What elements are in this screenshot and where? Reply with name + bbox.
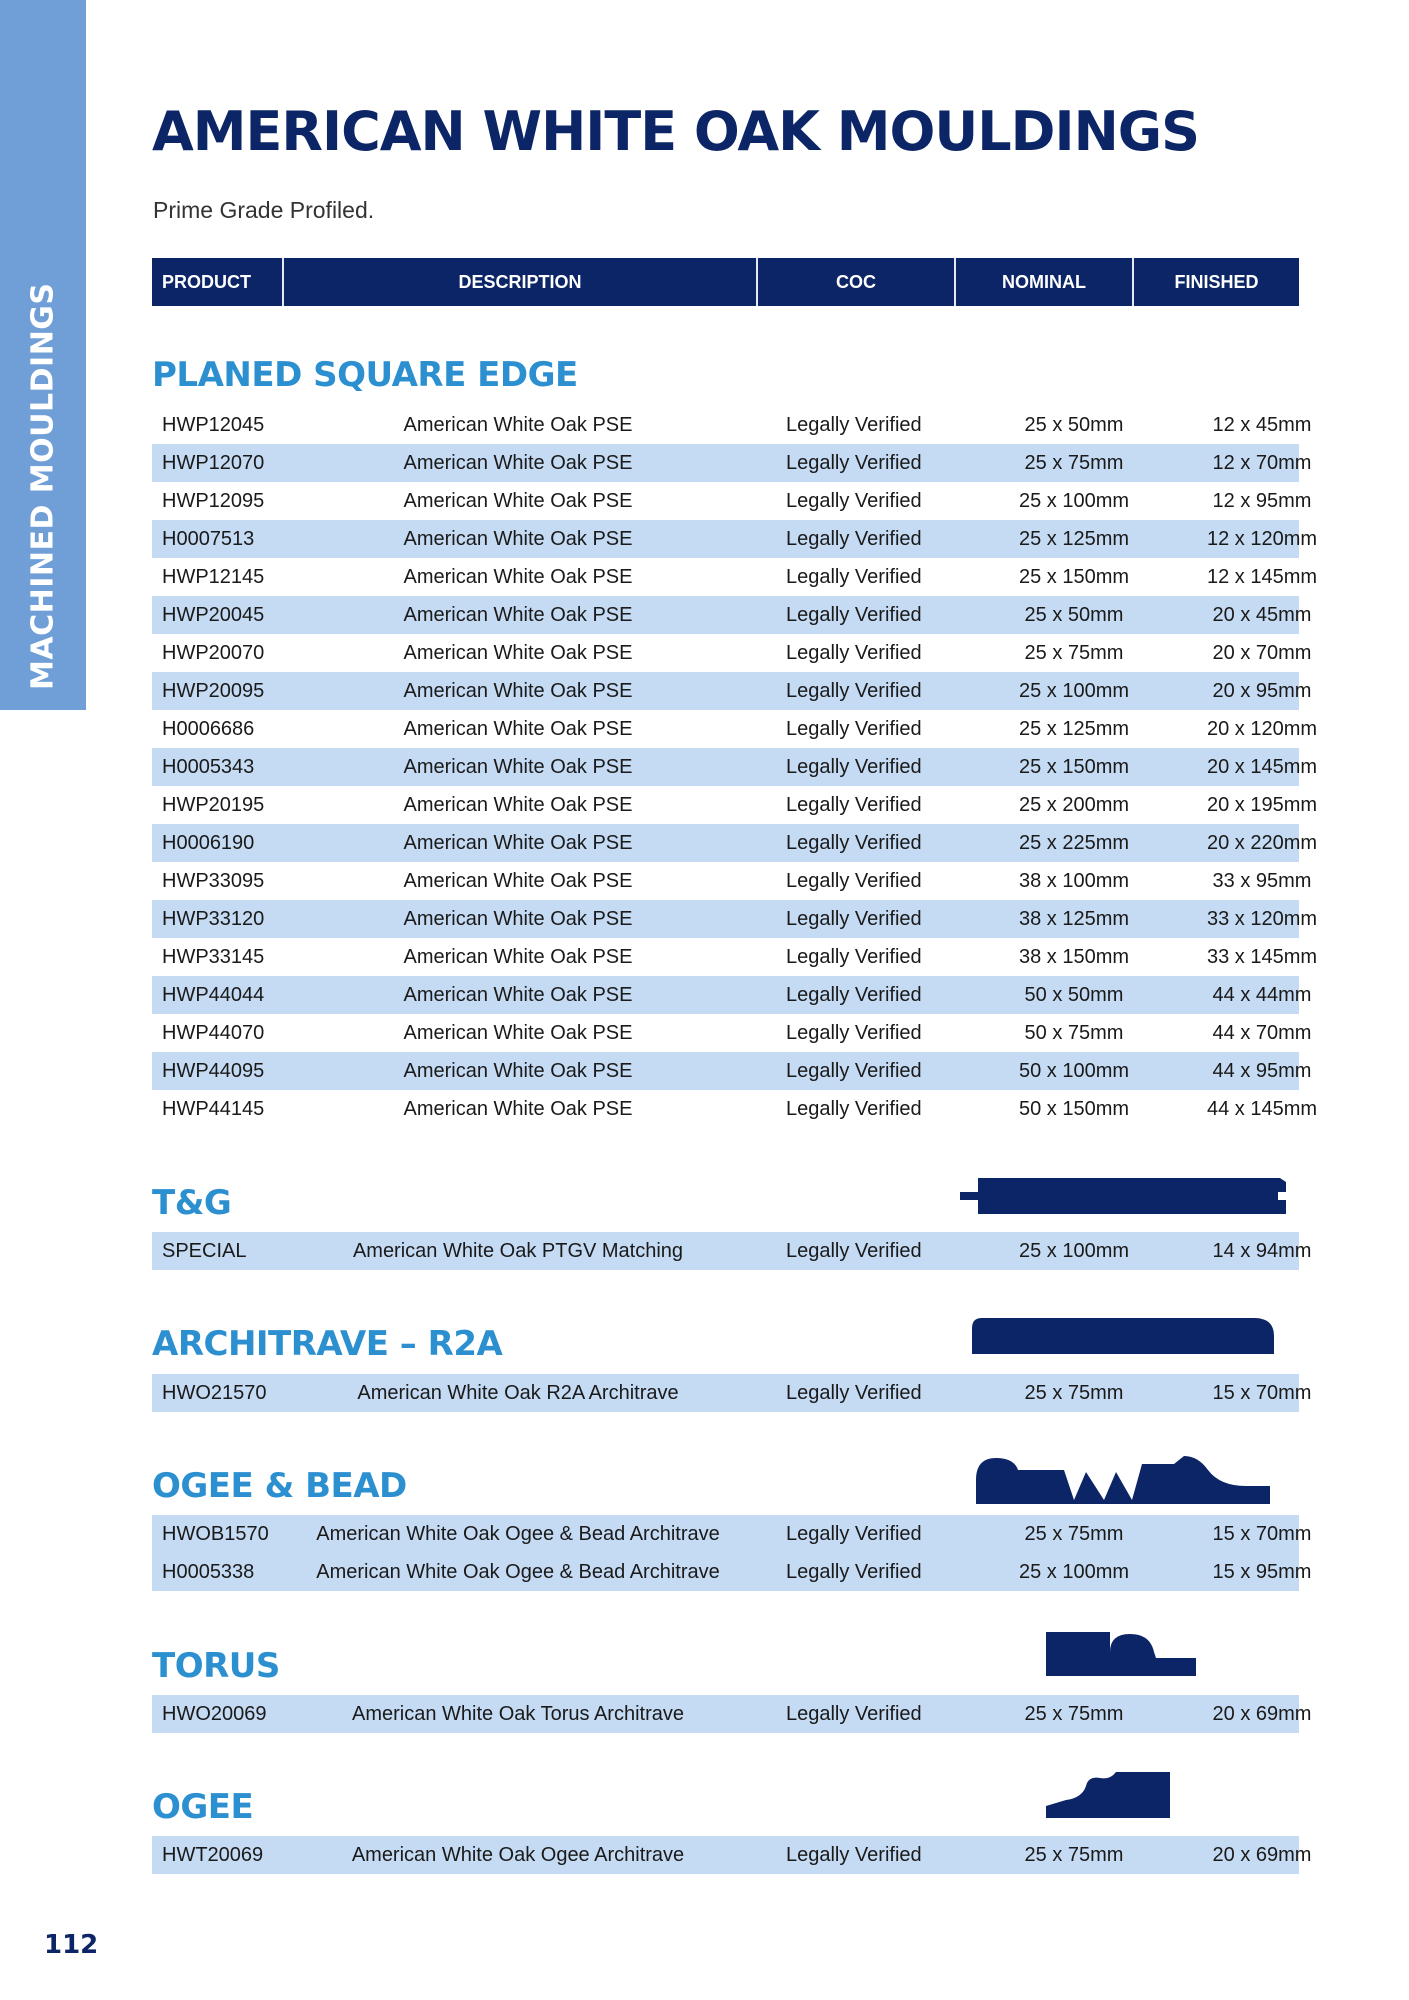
coc-status: Legally Verified bbox=[786, 528, 922, 550]
table-row bbox=[152, 1374, 1312, 1412]
coc-status: Legally Verified bbox=[786, 1844, 922, 1866]
nominal-size: 25 x 150mm bbox=[1018, 756, 1130, 778]
coc-status: Legally Verified bbox=[786, 984, 922, 1006]
coc-status: Legally Verified bbox=[786, 642, 922, 664]
section-rows bbox=[152, 1374, 1312, 1412]
product-description: American White Oak R2A Architrave bbox=[357, 1382, 679, 1404]
product-code: HWP44044 bbox=[162, 984, 265, 1006]
table-row bbox=[152, 672, 1312, 710]
table-header bbox=[152, 258, 1299, 306]
finished-size: 12 x 95mm bbox=[1212, 490, 1312, 512]
product-description: American White Oak PSE bbox=[403, 642, 633, 664]
product-code: H0006190 bbox=[162, 832, 255, 854]
coc-status: Legally Verified bbox=[786, 870, 922, 892]
product-code: HWP12145 bbox=[162, 566, 265, 588]
coc-status: Legally Verified bbox=[786, 1703, 922, 1725]
table-row bbox=[152, 444, 1312, 482]
table-row bbox=[152, 1014, 1312, 1052]
section-title-planed-square-edge: PLANED SQUARE EDGE bbox=[152, 355, 578, 395]
coc-status: Legally Verified bbox=[786, 452, 922, 474]
product-code: HWP20070 bbox=[162, 642, 265, 664]
section-rows bbox=[152, 1515, 1312, 1591]
coc-status: Legally Verified bbox=[786, 414, 922, 436]
product-code: HWOB1570 bbox=[162, 1523, 269, 1545]
product-description: American White Oak Ogee & Bead Architrave bbox=[316, 1561, 720, 1583]
product-description: American White Oak PSE bbox=[403, 946, 633, 968]
finished-size: 15 x 70mm bbox=[1212, 1382, 1312, 1404]
table-row bbox=[152, 900, 1318, 938]
product-code: HWP12095 bbox=[162, 490, 265, 512]
coc-status: Legally Verified bbox=[786, 832, 922, 854]
side-tab bbox=[0, 0, 86, 710]
product-code: HWP44095 bbox=[162, 1060, 265, 1082]
table-row bbox=[152, 520, 1318, 558]
nominal-size: 25 x 125mm bbox=[1018, 718, 1130, 740]
column-header-coc: COC bbox=[836, 272, 876, 292]
product-code: HWP20095 bbox=[162, 680, 265, 702]
section-title-tg: T&G bbox=[152, 1183, 232, 1223]
finished-size: 14 x 94mm bbox=[1212, 1240, 1312, 1262]
ogee-bead-profile-icon bbox=[974, 1450, 1272, 1506]
nominal-size: 25 x 100mm bbox=[1018, 680, 1130, 702]
table-row bbox=[152, 710, 1318, 748]
product-code: HWO20069 bbox=[162, 1703, 267, 1725]
product-description: American White Oak PSE bbox=[403, 566, 633, 588]
product-code: HWP33095 bbox=[162, 870, 265, 892]
product-code: H0005343 bbox=[162, 756, 255, 778]
table-row bbox=[152, 406, 1312, 444]
section-rows bbox=[152, 1695, 1312, 1733]
tongue-and-groove-profile-icon bbox=[958, 1174, 1288, 1218]
page-number: 112 bbox=[44, 1930, 99, 1960]
product-code: HWO21570 bbox=[162, 1382, 267, 1404]
product-description: American White Oak PSE bbox=[403, 718, 633, 740]
nominal-size: 38 x 100mm bbox=[1018, 870, 1130, 892]
nominal-size: 25 x 75mm bbox=[1024, 1382, 1124, 1404]
coc-status: Legally Verified bbox=[786, 566, 922, 588]
product-description: American White Oak PSE bbox=[403, 794, 633, 816]
finished-size: 15 x 70mm bbox=[1212, 1523, 1312, 1545]
finished-size: 20 x 70mm bbox=[1212, 642, 1312, 664]
product-description: American White Oak PSE bbox=[403, 1098, 633, 1120]
nominal-size: 25 x 75mm bbox=[1024, 452, 1124, 474]
table-row bbox=[152, 1232, 1312, 1270]
product-code: H0007513 bbox=[162, 528, 255, 550]
table-row bbox=[152, 748, 1318, 786]
product-code: SPECIAL bbox=[162, 1240, 247, 1262]
coc-status: Legally Verified bbox=[786, 794, 922, 816]
section-rows bbox=[152, 1232, 1312, 1270]
torus-profile-icon bbox=[1044, 1630, 1200, 1678]
product-description: American White Oak PSE bbox=[403, 452, 633, 474]
product-description: American White Oak PSE bbox=[403, 1060, 633, 1082]
finished-size: 20 x 69mm bbox=[1212, 1703, 1312, 1725]
product-code: HWT20069 bbox=[162, 1844, 264, 1866]
nominal-size: 38 x 150mm bbox=[1018, 946, 1130, 968]
product-description: American White Oak PSE bbox=[403, 604, 633, 626]
nominal-size: 25 x 100mm bbox=[1018, 1561, 1130, 1583]
coc-status: Legally Verified bbox=[786, 908, 922, 930]
table-row bbox=[152, 1553, 1312, 1591]
nominal-size: 25 x 50mm bbox=[1024, 414, 1124, 436]
nominal-size: 50 x 75mm bbox=[1024, 1022, 1124, 1044]
section-title-ogee: OGEE bbox=[152, 1787, 254, 1827]
nominal-size: 25 x 75mm bbox=[1024, 1523, 1124, 1545]
nominal-size: 25 x 125mm bbox=[1018, 528, 1130, 550]
nominal-size: 25 x 75mm bbox=[1024, 642, 1124, 664]
product-code: HWP33120 bbox=[162, 908, 265, 930]
coc-status: Legally Verified bbox=[786, 1098, 922, 1120]
nominal-size: 38 x 125mm bbox=[1018, 908, 1130, 930]
coc-status: Legally Verified bbox=[786, 1240, 922, 1262]
coc-status: Legally Verified bbox=[786, 604, 922, 626]
table-row bbox=[152, 976, 1312, 1014]
product-code: HWP20195 bbox=[162, 794, 265, 816]
product-description: American White Oak PSE bbox=[403, 414, 633, 436]
table-row bbox=[152, 1695, 1312, 1733]
nominal-size: 50 x 50mm bbox=[1024, 984, 1124, 1006]
page-subtitle: Prime Grade Profiled. bbox=[153, 197, 375, 223]
column-header-product: PRODUCT bbox=[162, 272, 251, 292]
column-header-finished: FINISHED bbox=[1174, 272, 1259, 292]
finished-size: 12 x 45mm bbox=[1212, 414, 1312, 436]
column-header-description: DESCRIPTION bbox=[458, 272, 582, 292]
product-description: American White Oak Ogee & Bead Architrave bbox=[316, 1523, 720, 1545]
finished-size: 12 x 70mm bbox=[1212, 452, 1312, 474]
product-description: American White Oak PSE bbox=[403, 680, 633, 702]
column-header-nominal: NOMINAL bbox=[1002, 272, 1086, 292]
table-row bbox=[152, 1515, 1312, 1553]
finished-size: 33 x 145mm bbox=[1206, 946, 1318, 968]
nominal-size: 25 x 200mm bbox=[1018, 794, 1130, 816]
finished-size: 20 x 195mm bbox=[1206, 794, 1318, 816]
table-row bbox=[152, 862, 1312, 900]
product-code: H0005338 bbox=[162, 1561, 255, 1583]
ogee-profile-icon bbox=[1044, 1770, 1174, 1820]
product-code: H0006686 bbox=[162, 718, 255, 740]
finished-size: 20 x 145mm bbox=[1206, 756, 1318, 778]
section-rows bbox=[152, 406, 1318, 1128]
finished-size: 44 x 44mm bbox=[1212, 984, 1312, 1006]
coc-status: Legally Verified bbox=[786, 946, 922, 968]
table-row bbox=[152, 786, 1318, 824]
nominal-size: 25 x 75mm bbox=[1024, 1844, 1124, 1866]
section-title-torus: TORUS bbox=[152, 1646, 280, 1686]
finished-size: 20 x 120mm bbox=[1206, 718, 1318, 740]
coc-status: Legally Verified bbox=[786, 1382, 922, 1404]
nominal-size: 25 x 150mm bbox=[1018, 566, 1130, 588]
coc-status: Legally Verified bbox=[786, 1022, 922, 1044]
product-description: American White Oak Ogee Architrave bbox=[351, 1844, 685, 1866]
nominal-size: 25 x 100mm bbox=[1018, 1240, 1130, 1262]
product-code: HWP44070 bbox=[162, 1022, 265, 1044]
coc-status: Legally Verified bbox=[786, 1523, 922, 1545]
product-code: HWP12045 bbox=[162, 414, 265, 436]
finished-size: 12 x 145mm bbox=[1206, 566, 1318, 588]
table-row bbox=[152, 938, 1318, 976]
nominal-size: 25 x 75mm bbox=[1024, 1703, 1124, 1725]
product-description: American White Oak PSE bbox=[403, 908, 633, 930]
finished-size: 33 x 95mm bbox=[1212, 870, 1312, 892]
table-row bbox=[152, 482, 1312, 520]
nominal-size: 50 x 100mm bbox=[1018, 1060, 1130, 1082]
table-row bbox=[152, 1052, 1312, 1090]
nominal-size: 25 x 225mm bbox=[1018, 832, 1130, 854]
table-row bbox=[152, 1090, 1318, 1128]
product-code: HWP44145 bbox=[162, 1098, 265, 1120]
coc-status: Legally Verified bbox=[786, 490, 922, 512]
product-description: American White Oak PSE bbox=[403, 756, 633, 778]
finished-size: 44 x 95mm bbox=[1212, 1060, 1312, 1082]
nominal-size: 50 x 150mm bbox=[1018, 1098, 1130, 1120]
table-row bbox=[152, 1836, 1312, 1874]
section-rows bbox=[152, 1836, 1312, 1874]
side-tab-label: MACHINED MOULDINGS bbox=[25, 282, 61, 690]
table-row bbox=[152, 824, 1318, 862]
product-description: American White Oak PTGV Matching bbox=[352, 1240, 684, 1262]
finished-size: 12 x 120mm bbox=[1206, 528, 1318, 550]
coc-status: Legally Verified bbox=[786, 756, 922, 778]
product-description: American White Oak Torus Architrave bbox=[352, 1703, 684, 1725]
nominal-size: 25 x 50mm bbox=[1024, 604, 1124, 626]
table-row bbox=[152, 596, 1312, 634]
coc-status: Legally Verified bbox=[786, 718, 922, 740]
product-description: American White Oak PSE bbox=[403, 832, 633, 854]
finished-size: 44 x 70mm bbox=[1212, 1022, 1312, 1044]
coc-status: Legally Verified bbox=[786, 1561, 922, 1583]
section-title-architrave-r2a: ARCHITRAVE – R2A bbox=[152, 1324, 503, 1364]
product-description: American White Oak PSE bbox=[403, 984, 633, 1006]
page-title: AMERICAN WHITE OAK MOULDINGS bbox=[152, 100, 1199, 163]
product-description: American White Oak PSE bbox=[403, 528, 633, 550]
coc-status: Legally Verified bbox=[786, 680, 922, 702]
table-row bbox=[152, 558, 1318, 596]
finished-size: 33 x 120mm bbox=[1206, 908, 1318, 930]
finished-size: 20 x 45mm bbox=[1212, 604, 1312, 626]
product-code: HWP12070 bbox=[162, 452, 265, 474]
product-code: HWP20045 bbox=[162, 604, 265, 626]
product-description: American White Oak PSE bbox=[403, 490, 633, 512]
product-description: American White Oak PSE bbox=[403, 870, 633, 892]
section-title-ogee-bead: OGEE & BEAD bbox=[152, 1466, 407, 1506]
product-code: HWP33145 bbox=[162, 946, 265, 968]
finished-size: 20 x 220mm bbox=[1206, 832, 1318, 854]
finished-size: 15 x 95mm bbox=[1212, 1561, 1312, 1583]
finished-size: 44 x 145mm bbox=[1206, 1098, 1318, 1120]
nominal-size: 25 x 100mm bbox=[1018, 490, 1130, 512]
table-row bbox=[152, 634, 1312, 672]
architrave-r2a-profile-icon bbox=[970, 1314, 1276, 1358]
finished-size: 20 x 95mm bbox=[1212, 680, 1312, 702]
finished-size: 20 x 69mm bbox=[1212, 1844, 1312, 1866]
coc-status: Legally Verified bbox=[786, 1060, 922, 1082]
product-description: American White Oak PSE bbox=[403, 1022, 633, 1044]
